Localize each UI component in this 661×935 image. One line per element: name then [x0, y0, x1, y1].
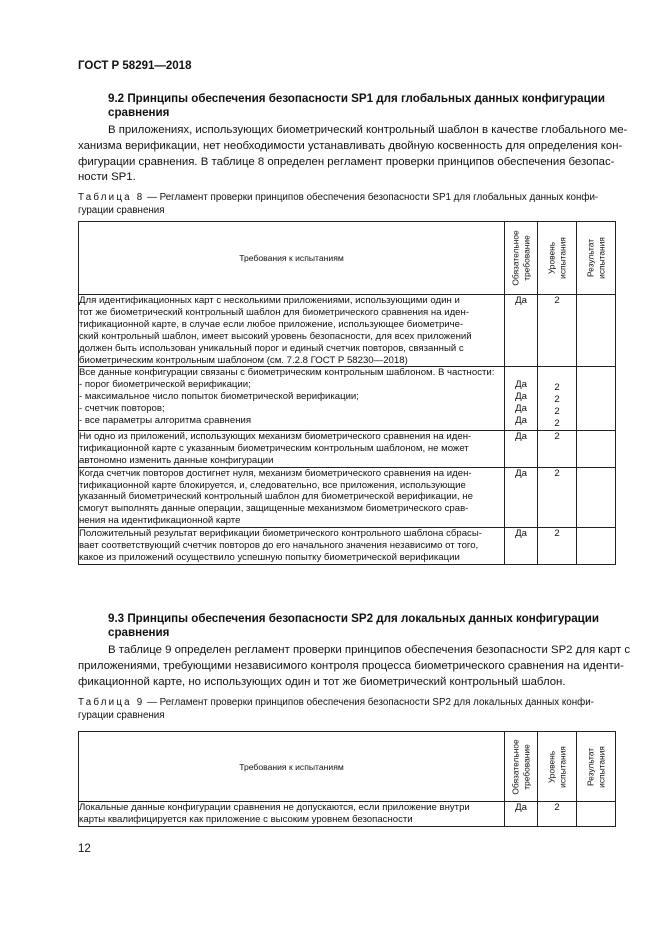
header-mandatory: Обязательное требование	[505, 222, 538, 295]
header-result: Результат испытания	[577, 222, 616, 295]
result-cell	[577, 802, 616, 827]
table-9-caption: Таблица 9 — Регламент проверки принципов обеспечения безопасности SP2 для локальных данных конфи- гурации сравнения	[78, 697, 594, 721]
mandatory-cell: Да Да Да Да	[505, 367, 538, 431]
requirement-text: Локальные данные конфигурации сравнения не допускаются, если приложение внутри карты квалифицируется как приложение с высоким уровнем безопасности	[79, 802, 505, 827]
table-row	[79, 295, 616, 367]
mandatory-cell: Да	[505, 802, 538, 827]
header-requirements: Требования к испытаниям	[79, 222, 505, 295]
requirement-text: Для идентификационных карт с несколькими приложениями, использующими один и тот же биометрический контрольный шаблон для биометрического сравнения на иден- тификационной карте, в случае если любое приложение, использующее биометриче- ский контрольный шаблон, имеет высокий уровень безопасности, для всех приложений должен быть использован уникальный порог и единый счетчик повторов, связанный с биометрическим контрольным шаблоном (см. 7.2.8 ГОСТ Р 58230—2018)	[79, 295, 505, 367]
result-cell	[577, 295, 616, 367]
table-row	[79, 430, 616, 467]
level-cell: 2 2 2 2	[538, 367, 577, 431]
table-8	[78, 221, 616, 565]
level-cell: 2	[538, 802, 577, 827]
page-number: 12	[78, 843, 91, 855]
requirement-text: Положительный результат верификации биометрического контрольного шаблона сбрасы- вает соответствующий счетчик повторов до его начального значения независимо от того, какое из приложений осуществило успешную попытку биометрической верификации	[79, 528, 505, 565]
requirement-text: Ни одно из приложений, использующих механизм биометрического сравнения на иден- тификационной карте с указанным биометрическим контрольным шаблоном, не может автономно изменить данные конфигурации	[79, 430, 505, 467]
table-row	[79, 467, 616, 528]
level-cell: 2	[538, 430, 577, 467]
result-cell	[577, 430, 616, 467]
table-row	[79, 367, 616, 431]
mandatory-cell: Да	[505, 430, 538, 467]
header-mandatory: Обязательное требование	[505, 732, 538, 802]
section-9-3-paragraph: В таблице 9 определен регламент проверки принципов обеспечения безопасности SP2 для карт с приложениями, требующими независимого контроля процесса биометрического сравнения на иденти- фикационной карте, но использующих один и тот же биометрический контрольный шаблон.	[78, 644, 631, 688]
requirement-text: Когда счетчик повторов достигнет нуля, механизм биометрического сравнения на иден- тификационной карте блокируется, и, следовательно, все приложения, использующие указанный биометрический контрольный шаблон для биометрической верификации, не смогут выполнять данные операции, защищенные механизмом биометрического срав- нения на идентификационной карте	[79, 467, 505, 528]
table-8-caption: Таблица 8 — Регламент проверки принципов обеспечения безопасности SP1 для глобальных данных конфи- гурации сравнения	[78, 192, 599, 216]
header-level: Уровень испытания	[538, 222, 577, 295]
table-9-header-row	[79, 732, 616, 802]
result-cell	[577, 367, 616, 431]
table-8-header-row	[79, 222, 616, 295]
mandatory-cell: Да	[505, 467, 538, 528]
section-9-2-heading: 9.2 Принципы обеспечения безопасности SP1 для глобальных данных конфигурации сравнения	[108, 92, 605, 119]
table-row	[79, 802, 616, 827]
table-9-label: Таблица 9	[78, 697, 145, 708]
document-id-header: ГОСТ Р 58291—2018	[78, 60, 192, 72]
header-requirements: Требования к испытаниям	[79, 732, 505, 802]
mandatory-cell: Да	[505, 528, 538, 565]
header-result: Результат испытания	[577, 732, 616, 802]
table-8-label: Таблица 8	[78, 192, 145, 203]
result-cell	[577, 528, 616, 565]
mandatory-cell: Да	[505, 295, 538, 367]
section-9-2-paragraph: В приложениях, использующих биометрический контрольный шаблон в качестве глобального ме- ханизма верификации, нет необходимости устанавливать двойную косвенность для определения кон- фигурации сравнения. В таблице 8 определен регламент проверки принципов обеспечения безопас- ности SP1.	[78, 124, 628, 184]
result-cell	[577, 467, 616, 528]
level-cell: 2	[538, 528, 577, 565]
section-9-3-heading: 9.3 Принципы обеспечения безопасности SP2 для локальных данных конфигурации сравнения	[108, 612, 600, 639]
level-cell: 2	[538, 295, 577, 367]
table-row	[79, 528, 616, 565]
level-cell: 2	[538, 467, 577, 528]
table-9	[78, 731, 616, 827]
header-level: Уровень испытания	[538, 732, 577, 802]
requirement-text: Все данные конфигурации связаны с биометрическим контрольным шаблоном. В частности: - порог биометрической верификации; - максимальное число попыток биометрической верификации; - счетчик повторов; - все параметры алгоритма сравнения	[79, 367, 505, 431]
